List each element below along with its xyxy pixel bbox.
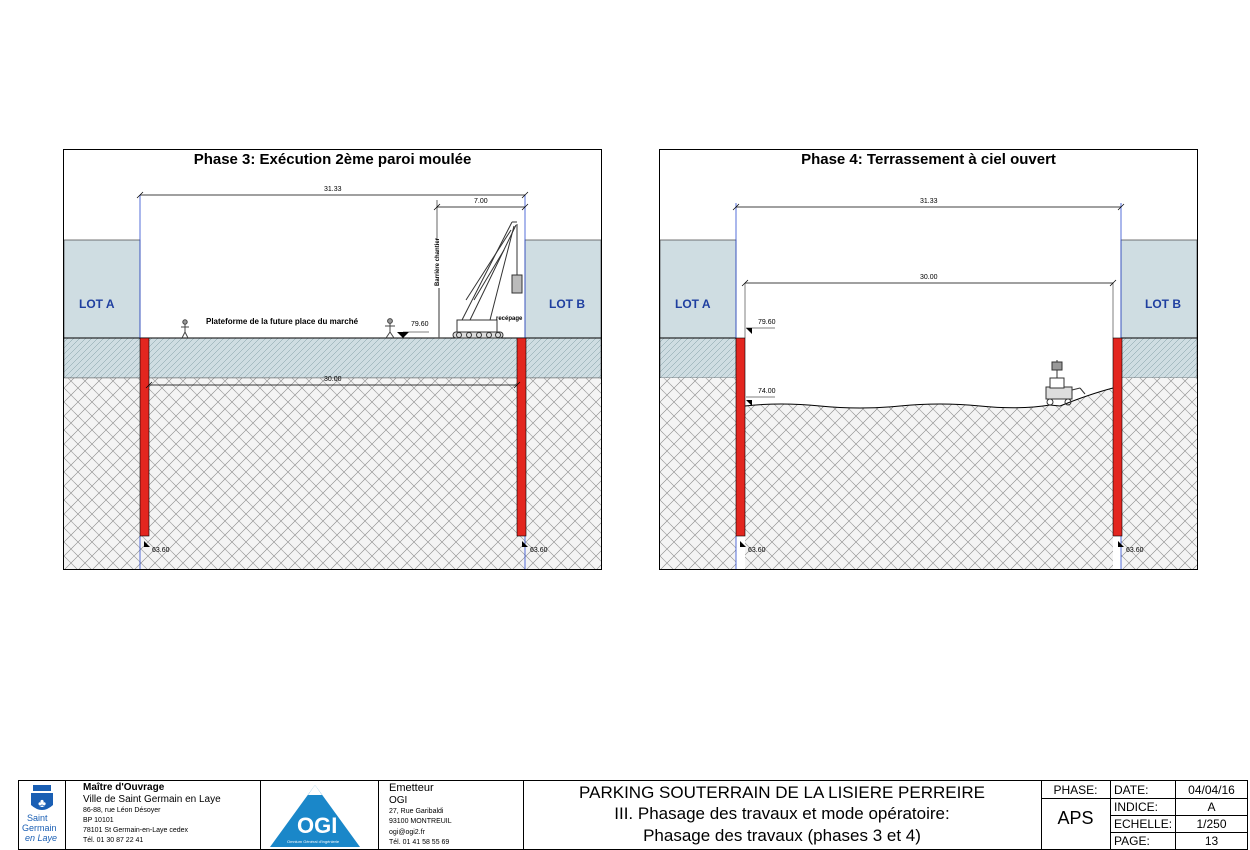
phase4-drawing [660,150,1197,569]
emitter-cell [378,781,524,849]
date-value: 04/04/16 [1188,783,1235,797]
phase3-level-toe-left: 63.60 [152,547,170,554]
phase4-lot-b-label: LOT B [1145,297,1181,311]
phase4-level-excavation: 74.00 [758,388,776,395]
phase3-title: Phase 3: Exécution 2ème paroi moulée [193,151,472,168]
phase3-recepage-label: recépage [496,316,523,322]
page-value: 13 [1204,834,1219,848]
phase-cell [1041,781,1111,849]
phase3-dim-crane: 7.00 [474,198,488,205]
diaphragm-wall-right [1113,338,1122,536]
project-subtitle-2: Phasage des travaux (phases 3 et 4) [643,826,921,845]
emitter-email: ogi@ogi2.fr [389,829,425,836]
phase-value: APS [1057,808,1094,828]
owner-cell [65,781,261,849]
city-logo-text-2: Germain [22,823,57,833]
owner-heading: Maître d'Ouvrage [83,782,165,793]
phase3-level-toe-right: 63.60 [530,547,548,554]
title-block [18,780,1248,850]
emitter-address-2: 93100 MONTREUIL [389,818,452,825]
emitter-phone: Tél. 01 41 58 55 69 [389,839,450,846]
phase3-level-platform: 79.60 [411,321,429,328]
phase3-panel [63,149,602,570]
indice-value: A [1207,800,1216,814]
lot-b-area [525,240,601,338]
city-logo-cell [19,781,66,849]
phase3-dim-inner: 30.00 [324,376,342,383]
phase-label: PHASE: [1053,783,1098,797]
emitter-heading: Emetteur [389,782,434,794]
phase4-lot-a-label: LOT A [675,297,711,311]
phase3-dim-total: 31.33 [324,186,342,193]
phase4-level-top: 79.60 [758,319,776,326]
project-subtitle-1: III. Phasage des travaux et mode opératoire: [614,804,950,823]
page-label: PAGE: [1114,834,1150,848]
worker-figure [181,320,189,338]
owner-address-1: 86-88, rue Léon Désoyer [83,807,161,814]
phase3-lot-b-label: LOT B [549,297,585,311]
phase4-title: Phase 4: Terrassement à ciel ouvert [801,151,1056,168]
lot-a-area [64,240,140,338]
project-title: PARKING SOUTERRAIN DE LA LISIERE PERREIRE [579,783,985,802]
emitter-name: OGI [389,795,408,806]
project-title-cell [523,781,1042,849]
excavation-ground [745,388,1113,569]
diaphragm-wall-right [517,338,526,536]
ogi-tagline: Omnium Général d'Ingénierie [287,839,340,844]
phase4-dim-total: 31.33 [920,198,938,205]
phase3-drawing [64,150,601,569]
phase3-barrier-label: Barrière chantier [435,237,441,286]
info-grid [1110,781,1247,849]
owner-phone: Tél. 01 30 87 22 41 [83,837,144,844]
phase3-platform-label: Plateforme de la future place du marché [206,317,359,326]
lot-b-area [1121,240,1197,338]
ogi-logo-cell [260,781,379,849]
phase4-dim-inner: 30.00 [920,274,938,281]
emitter-address-1: 27, Rue Garibaldi [389,808,444,815]
diaphragm-wall-left [140,338,149,536]
lot-a-area [660,240,736,338]
city-logo-text-1: Saint [27,813,48,823]
phase4-level-toe-right: 63.60 [1126,547,1144,554]
phase4-panel [659,149,1198,570]
owner-address-3: 78101 St Germain-en-Laye cedex [83,827,189,834]
phase4-level-toe-left: 63.60 [748,547,766,554]
echelle-value: 1/250 [1196,817,1227,831]
date-label: DATE: [1114,783,1149,797]
echelle-label: ECHELLE: [1114,817,1173,831]
owner-name: Ville de Saint Germain en Laye [83,794,221,805]
diaphragm-wall-left [736,338,745,536]
ogi-logo-text: OGI [297,813,338,838]
phase3-lot-a-label: LOT A [79,297,115,311]
owner-address-2: BP 10101 [83,817,114,824]
svg-text:♣: ♣ [38,796,46,810]
city-logo-text-3: en Laye [25,833,58,843]
worker-figure-2 [385,319,395,338]
indice-label: INDICE: [1114,800,1159,814]
